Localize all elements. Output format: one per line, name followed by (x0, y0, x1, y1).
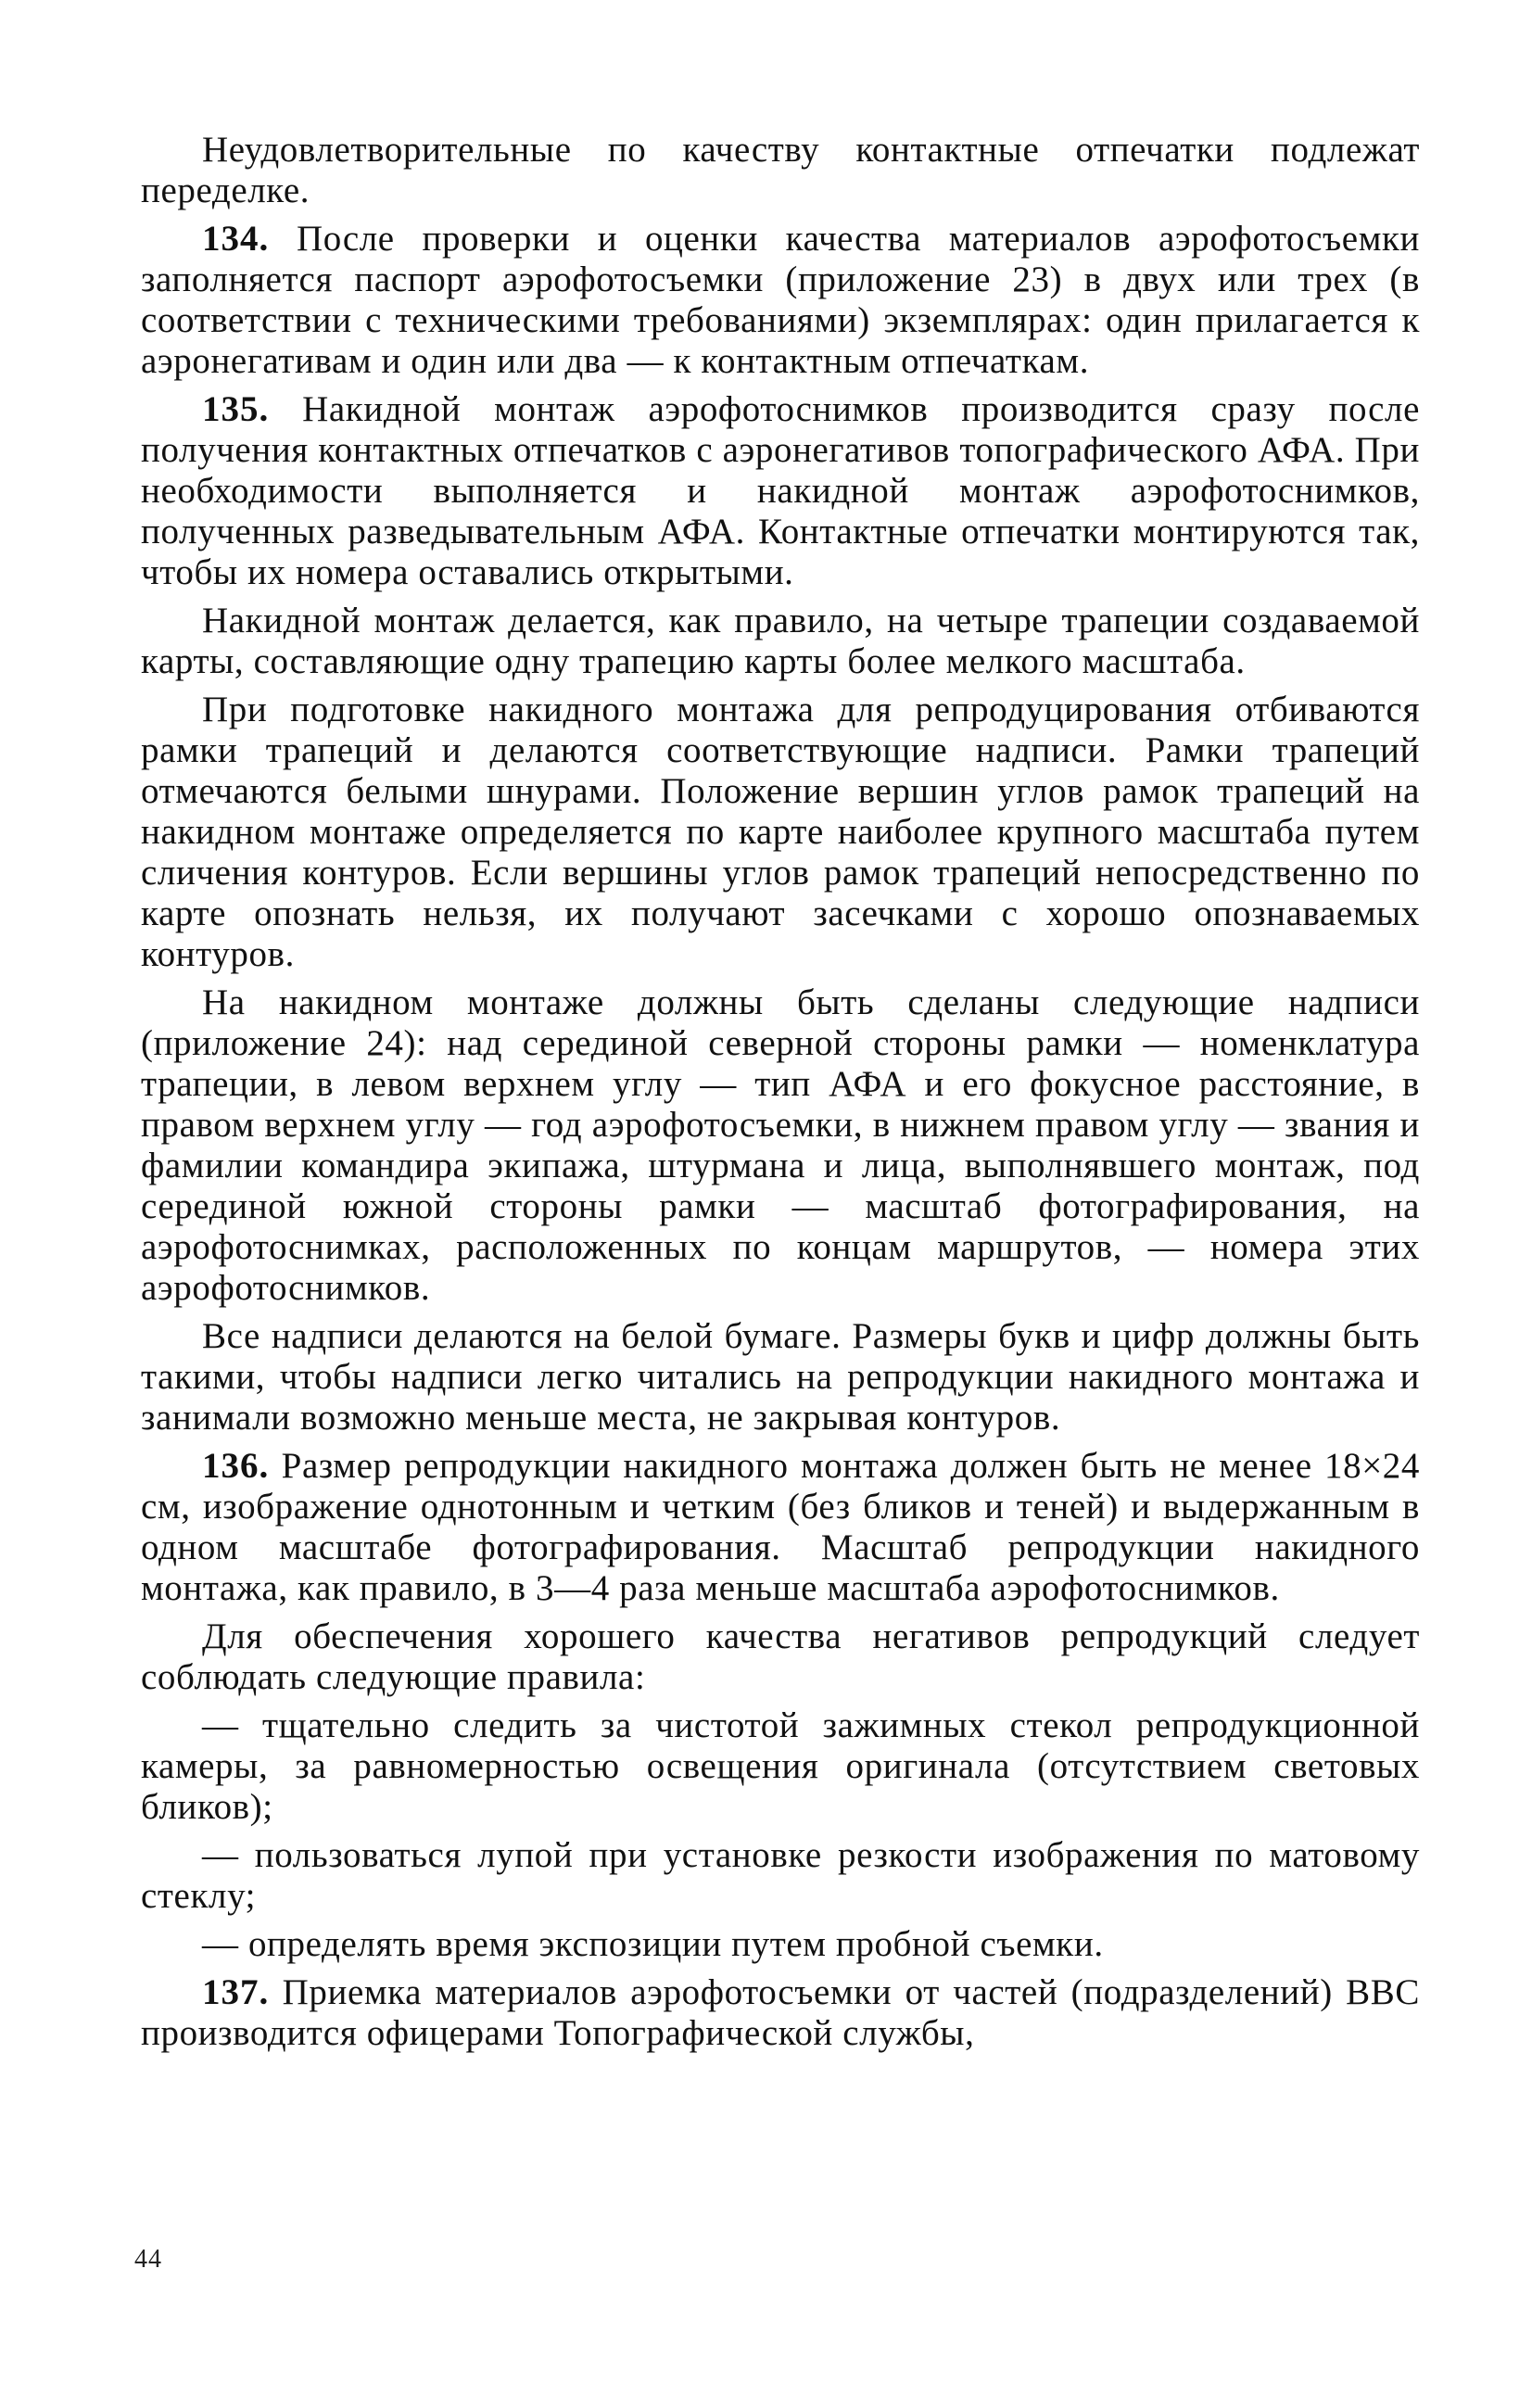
paragraph-number: 137. (202, 1972, 270, 2012)
paragraph-5 (141, 690, 1420, 975)
rule-item-1 (141, 1705, 1420, 1828)
page-body (141, 130, 1420, 2061)
paragraph-text: Накидной монтаж делается, как правило, на четыре трапеции создаваемой карты, составляющие одну трапецию карты более мелкого масштаба. (141, 601, 1420, 681)
page-number: 44 (134, 2245, 162, 2274)
rule-item-2 (141, 1835, 1420, 1917)
paragraph-text: Все надписи делаются на белой бумаге. Размеры букв и цифр должны быть такими, чтобы надписи легко читались на репродукции накидного монтажа и занимали возможно меньше места, не закрывая контуров. (141, 1316, 1420, 1438)
paragraph-text: Для обеспечения хорошего качества негативов репродукций следует соблюдать следующие правила: (141, 1616, 1420, 1697)
paragraph-text: Накидной монтаж аэрофотоснимков производится сразу после получения контактных отпечатков с аэронегативов топографического АФА. При необходимости выполняется и накидной монтаж аэрофотоснимков, полученных разведывательным АФА. Контактные отпечатки монтируются так, чтобы их номера оставались открытыми. (141, 389, 1420, 592)
paragraph-text: Неудовлетворительные по качеству контактные отпечатки подлежат переделке. (141, 130, 1420, 210)
paragraph-7 (141, 1316, 1420, 1438)
paragraph-1 (141, 130, 1420, 211)
paragraph-number: 136. (202, 1446, 270, 1486)
paragraph-9 (141, 1616, 1420, 1698)
paragraph-text: Размер репродукции накидного монтажа должен быть не менее 18×24 см, изображение однотонным и четким (без бликов и теней) и выдержанным в одном масштабе фотографирования. Масштаб репродукции накидного монтажа, как правило, в 3—4 раза меньше масштаба аэрофотоснимков. (141, 1446, 1420, 1608)
paragraph-text: После проверки и оценки качества материалов аэрофотосъемки заполняется паспорт аэрофотосъемки (приложение 23) в двух или трех (в соответствии с техническими требованиями) экземплярах: один прилагается к аэронегативам и один или два — к контактным отпечаткам. (141, 219, 1420, 381)
paragraph-text: Приемка материалов аэрофотосъемки от частей (подразделений) ВВС производится офицерами Топографической службы, (141, 1972, 1420, 2053)
paragraph-6 (141, 982, 1420, 1309)
paragraph-number: 134. (202, 219, 270, 259)
paragraph-136 (141, 1446, 1420, 1609)
paragraph-137 (141, 1972, 1420, 2054)
paragraph-text: — тщательно следить за чистотой зажимных стекол репродукционной камеры, за равномерностью освещения оригинала (отсутствием световых бликов); (141, 1705, 1420, 1827)
paragraph-text: — пользоваться лупой при установке резкости изображения по матовому стеклу; (141, 1835, 1420, 1916)
paragraph-135 (141, 389, 1420, 593)
paragraph-text: При подготовке накидного монтажа для репродуцирования отбиваются рамки трапеций и делаются соответствующие надписи. Рамки трапеций отмечаются белыми шнурами. Положение вершин углов рамок трапеций на накидном монтаже определяется по карте наиболее крупного масштаба путем сличения контуров. Если вершины углов рамок трапеций непосредственно по карте опознать нельзя, их получают засечками с хорошо опознаваемых контуров. (141, 690, 1420, 974)
paragraph-text: — определять время экспозиции путем пробной съемки. (202, 1924, 1104, 1964)
paragraph-number: 135. (202, 389, 270, 429)
rule-item-3 (141, 1924, 1420, 1965)
paragraph-134 (141, 219, 1420, 382)
paragraph-4 (141, 601, 1420, 682)
paragraph-text: На накидном монтаже должны быть сделаны следующие надписи (приложение 24): над серединой северной стороны рамки — номенклатура трапеции, в левом верхнем углу — тип АФА и его фокусное расстояние, в правом верхнем углу — год аэрофотосъемки, в нижнем правом углу — звания и фамилии командира экипажа, штурмана и лица, выполнявшего монтаж, под серединой южной стороны рамки — масштаб фотографирования, на аэрофотоснимках, расположенных по концам маршрутов, — номера этих аэрофотоснимков. (141, 982, 1420, 1308)
